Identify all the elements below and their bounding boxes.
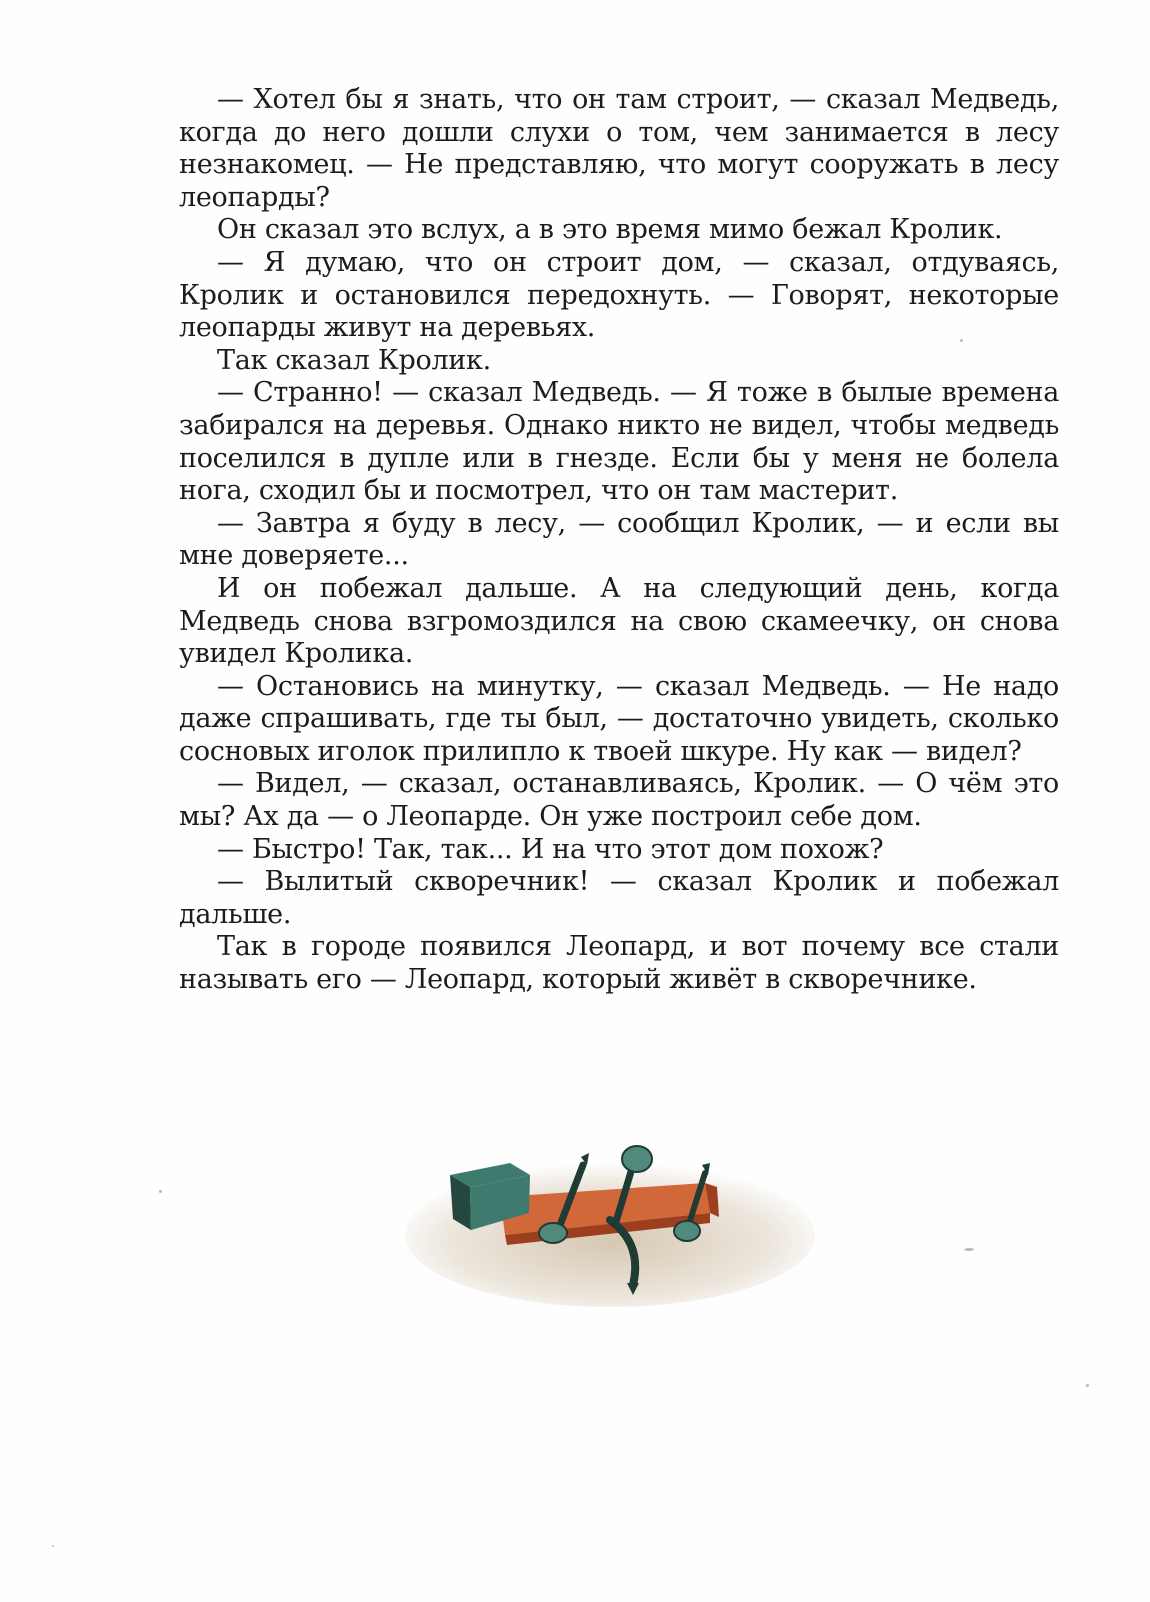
- paragraph: — Я думаю, что он строит дом, — сказал, отдуваясь, Кролик и остановился передохнуть. — Говорят, некоторые леопарды живут на деревьях.: [179, 246, 1059, 344]
- paragraph: — Странно! — сказал Медведь. — Я тоже в былые времена забирался на деревья. Однако никто не видел, чтобы медведь поселился в дупле или в гнезде. Если бы у меня не болела нога, сходил бы и посмотрел, что он там мастерит.: [179, 377, 1059, 507]
- paragraph: — Вылитый скворечник! — сказал Кролик и побежал дальше.: [179, 866, 1059, 930]
- nail-head: [622, 1146, 652, 1172]
- paper-speck: [52, 1545, 54, 1547]
- paper-speck: [960, 339, 963, 342]
- nail-head: [539, 1223, 567, 1243]
- paragraph: Он сказал это вслух, а в это время мимо бежал Кролик.: [217, 214, 1003, 246]
- paragraph: — Завтра я буду в лесу, — сообщил Кролик, — и если вы мне доверяете...: [179, 507, 1059, 572]
- paragraph: Так в городе появился Леопард, и вот почему все стали называть его — Леопард, который живёт в скворечнике.: [179, 931, 1059, 996]
- paper-speck: [1086, 1384, 1089, 1387]
- story-text: [179, 84, 1059, 997]
- paragraph: — Видел, — сказал, останавливаясь, Кролик. — О чём это мы? Ах да — о Леопарде. Он уже построил себе дом.: [179, 768, 1059, 833]
- paper-speck: [159, 1190, 162, 1193]
- tools-illustration: [405, 1135, 820, 1310]
- paper-speck: [964, 1248, 974, 1251]
- paragraph: — Остановись на минутку, — сказал Медведь. — Не надо даже спрашивать, где ты был, — достаточно увидеть, сколько сосновых иголок прилипло к твоей шкуре. Ну как — видел?: [179, 670, 1059, 767]
- paragraph: И он побежал дальше. А на следующий день, когда Медведь снова взгромоздился на свою скамеечку, он снова увидел Кролика.: [179, 572, 1059, 670]
- paragraph: — Хотел бы я знать, что он там строит, — сказал Медведь, когда до него дошли слухи о том, чем занимается в лесу незнакомец. — Не представляю, что могут сооружать в лесу леопарды?: [179, 84, 1059, 213]
- nail-head: [674, 1221, 700, 1241]
- paragraph: Так сказал Кролик.: [217, 344, 491, 376]
- paragraph: — Быстро! Так, так... И на что этот дом похож?: [217, 833, 884, 865]
